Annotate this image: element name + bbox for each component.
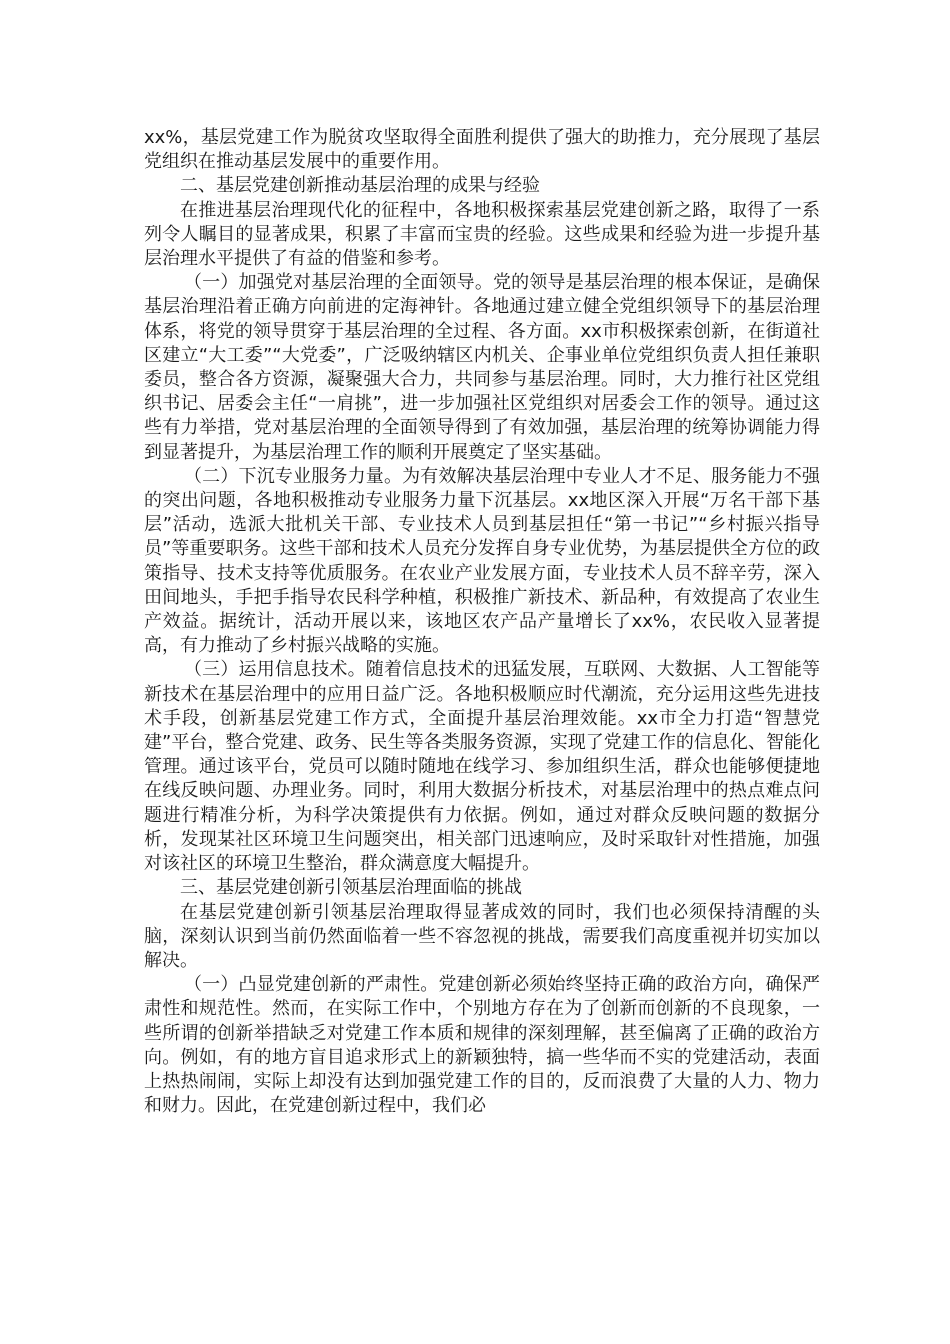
paragraph-leadership: （一）加强党对基层治理的全面领导。党的领导是基层治理的根本保证，是确保基层治理沿着正确方向前进的定海神针。各地通过建立健全党组织领导下的基层治理体系，将党的领导贯穿于基层治理的全过程、各方面。xx市积极探索创新，在街道社区建立“大工委”“大党委”，广泛吸纳辖区内机关、企事业单位党组织负责人担任兼职委员，整合各方资源，凝聚强大合力，共同参与基层治理。同时，大力推行社区党组织书记、居委会主任“一肩挑”，进一步加强社区党组织对居委会工作的领导。通过这些有力举措，党对基层治理的全面领导得到了有效加强，基层治理的统筹协调能力得到显著提升，为基层治理工作的顺利开展奠定了坚实基础。	[144, 272, 820, 463]
paragraph-seriousness: （一）凸显党建创新的严肃性。党建创新必须始终坚持正确的政治方向，确保严肃性和规范性。然而，在实际工作中，个别地方存在为了创新而创新的不良现象，一些所谓的创新举措缺乏对党建工作本质和规律的深刻理解，甚至偏离了正确的政治方向。例如，有的地方盲目追求形式上的新颖独特，搞一些华而不实的党建活动，表面上热热闹闹，实际上却没有达到加强党建工作的目的，反而浪费了大量的人力、物力和财力。因此，在党建创新过程中，我们必	[144, 974, 820, 1117]
paragraph-continuation: xx%，基层党建工作为脱贫攻坚取得全面胜利提供了强大的助推力，充分展现了基层党组织在推动基层发展中的重要作用。	[144, 127, 820, 173]
paragraph-intro-challenges: 在基层党建创新引领基层治理取得显著成效的同时，我们也必须保持清醒的头脑，深刻认识到当前仍然面临着一些不容忽视的挑战，需要我们高度重视并切实加以解决。	[144, 901, 820, 971]
paragraph-intro-achievements: 在推进基层治理现代化的征程中，各地积极探索基层党建创新之路，取得了一系列令人瞩目的显著成果，积累了丰富而宝贵的经验。这些成果和经验为进一步提升基层治理水平提供了有益的借鉴和参考。	[144, 199, 820, 270]
section-heading-2: 二、基层党建创新推动基层治理的成果与经验	[180, 175, 540, 197]
paragraph-information-technology: （三）运用信息技术。随着信息技术的迅猛发展，互联网、大数据、人工智能等新技术在基层治理中的应用日益广泛。各地积极顺应时代潮流，充分运用这些先进技术手段，创新基层党建工作方式，全面提升基层治理效能。xx市全力打造“智慧党建”平台，整合党建、政务、民生等各类服务资源，实现了党建工作的信息化、智能化管理。通过该平台，党员可以随时随地在线学习、参加组织生活，群众也能够便捷地在线反映问题、办理业务。同时，利用大数据分析技术，对基层治理中的热点难点问题进行精准分析，为科学决策提供有力依据。例如，通过对群众反映问题的数据分析，发现某社区环境卫生问题突出，相关部门迅速响应，及时采取针对性措施，加强对该社区的环境卫生整治，群众满意度大幅提升。	[144, 659, 820, 875]
paragraph-professional-services: （二）下沉专业服务力量。为有效解决基层治理中专业人才不足、服务能力不强的突出问题，各地积极推动专业服务力量下沉基层。xx地区深入开展“万名干部下基层”活动，选派大批机关干部、专业技术人员到基层担任“第一书记”“乡村振兴指导员”等重要职务。这些干部和技术人员充分发挥自身专业优势，为基层提供全方位的政策指导、技术支持等优质服务。在农业产业发展方面，专业技术人员不辞辛劳，深入田间地头，手把手指导农民科学种植，积极推广新技术、新品种，有效提高了农业生产效益。据统计，活动开展以来，该地区农产品产量增长了xx%，农民收入显著提高，有力推动了乡村振兴战略的实施。	[144, 465, 820, 657]
section-heading-3: 三、基层党建创新引领基层治理面临的挑战	[180, 877, 522, 899]
document-page	[144, 126, 820, 1118]
